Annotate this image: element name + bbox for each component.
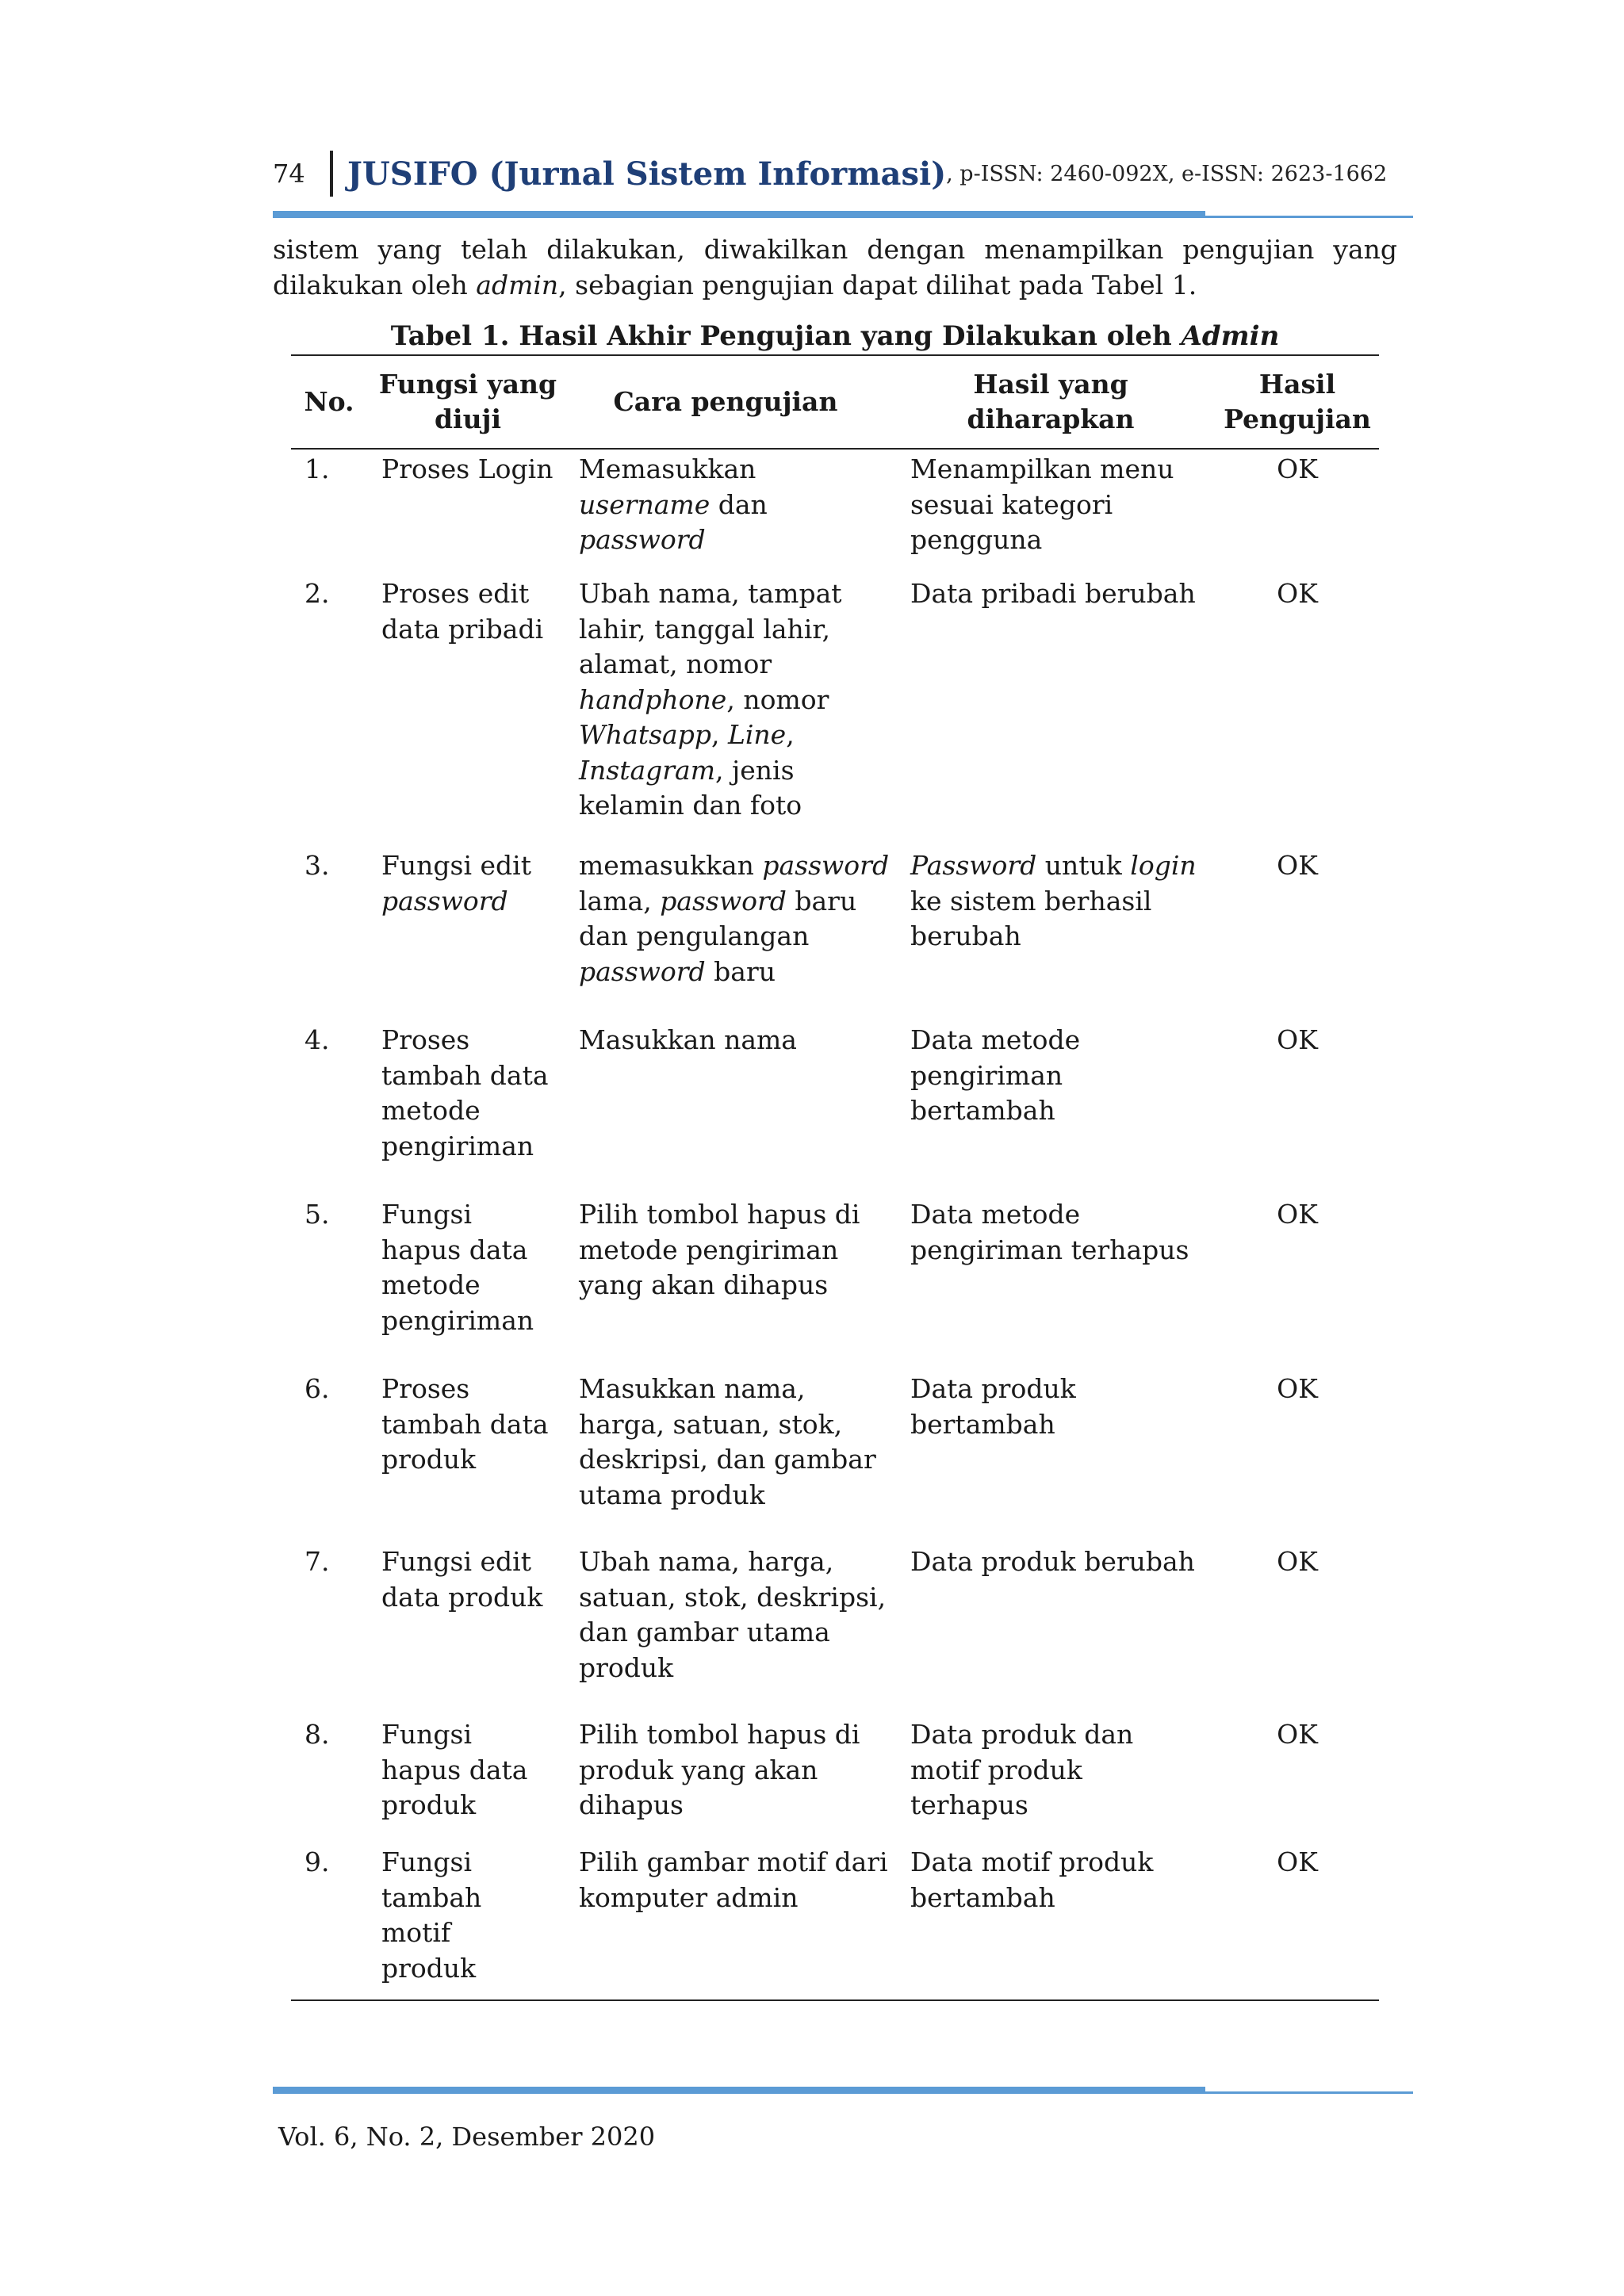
table-caption [273, 319, 1397, 354]
row-method: Pilih gambar motif dari komputer admin [579, 1846, 888, 1913]
header-expected-2: diharapkan [967, 404, 1135, 434]
row-method: Pilih tombol hapus di metode pengiriman yang akan dihapus [579, 1199, 860, 1300]
row-expected: Data produk dan motif produk terhapus [910, 1719, 1134, 1820]
row-function: Proses Login [381, 453, 553, 484]
journal-name: JUSIFO (Jurnal Sistem Informasi) [347, 155, 947, 193]
row-function: Fungsi edit data produk [381, 1546, 543, 1613]
row-expected: Data motif produk bertambah [910, 1846, 1154, 1913]
row-result: OK [1277, 1024, 1318, 1055]
row-function: Proses tambah data produk [381, 1373, 549, 1475]
header-function-1: Fungsi yang [378, 369, 557, 400]
row-method: Pilih tombol hapus di produk yang akan dihapus [579, 1719, 860, 1820]
row-function: Proses edit data pribadi [381, 578, 544, 645]
body-text-admin: admin [476, 270, 559, 300]
row-function: Fungsi hapus data produk [381, 1719, 528, 1820]
header-result-1: Hasil [1258, 369, 1336, 400]
row-number: 5. [304, 1199, 330, 1230]
row-expected: Password untuk login ke sistem berhasil berubah [910, 850, 1197, 951]
row-number: 9. [304, 1846, 330, 1877]
row-result: OK [1277, 1199, 1318, 1230]
row-result: OK [1277, 1373, 1318, 1404]
row-expected: Data metode pengiriman terhapus [910, 1199, 1189, 1265]
body-text-2: , sebagian pengujian dapat dilihat pada Tabel 1. [558, 270, 1197, 300]
footer-rule [273, 2087, 1205, 2094]
row-result: OK [1277, 453, 1318, 484]
header-result-2: Pengujian [1224, 404, 1371, 434]
row-number: 6. [304, 1373, 330, 1404]
header-rule-thin [1205, 216, 1413, 218]
row-result: OK [1277, 1846, 1318, 1877]
row-result: OK [1277, 850, 1318, 881]
footer-volume: Vol. 6, No. 2, Desember 2020 [278, 2122, 656, 2152]
table-bottom-rule [291, 1999, 1379, 2001]
row-method: Ubah nama, harga, satuan, stok, deskripsi, dan gambar utama produk [579, 1546, 887, 1683]
table-caption-italic: Admin [1181, 320, 1280, 352]
row-function: Fungsi hapus data metode pengiriman [381, 1199, 534, 1336]
header-divider [330, 151, 333, 197]
row-expected: Data pribadi berubah [910, 578, 1196, 609]
row-result: OK [1277, 578, 1318, 609]
header-rule [273, 211, 1205, 218]
row-method: Masukkan nama, harga, satuan, stok, deskripsi, dan gambar utama produk [579, 1373, 876, 1510]
row-function: Fungsi edit password [381, 850, 531, 916]
row-method: Masukkan nama [579, 1024, 797, 1055]
page-header [273, 149, 1387, 198]
table-caption-text: Tabel 1. Hasil Akhir Pengujian yang Dilakukan oleh [390, 320, 1182, 352]
row-number: 4. [304, 1024, 330, 1055]
row-method: memasukkan password lama, password baru dan pengulangan password baru [579, 850, 890, 987]
header-expected-1: Hasil yang [973, 369, 1128, 400]
header-method: Cara pengujian [613, 386, 838, 417]
row-function: Proses tambah data metode pengiriman [381, 1024, 549, 1161]
table-header-rule [291, 448, 1379, 450]
row-result: OK [1277, 1719, 1318, 1750]
body-paragraph [273, 232, 1397, 303]
table-top-rule [291, 354, 1379, 356]
row-method: Ubah nama, tampat lahir, tanggal lahir, alamat, nomor handphone, nomor Whatsapp, Line, Instagram, jenis kelamin dan foto [579, 578, 842, 821]
row-result: OK [1277, 1546, 1318, 1577]
row-number: 1. [304, 453, 330, 484]
page-number: 74 [273, 159, 305, 189]
row-number: 3. [304, 850, 330, 881]
row-expected: Data produk bertambah [910, 1373, 1076, 1440]
row-expected: Data metode pengiriman bertambah [910, 1024, 1081, 1126]
header-function-2: diuji [434, 404, 502, 434]
row-method: Memasukkan username dan password [579, 453, 768, 555]
header-no: No. [304, 386, 354, 417]
journal-issn: , p-ISSN: 2460-092X, e-ISSN: 2623-1662 [946, 161, 1388, 186]
row-expected: Data produk berubah [910, 1546, 1195, 1577]
row-number: 2. [304, 578, 330, 609]
body-text-1: sistem yang telah dilakukan, diwakilkan dengan menampilkan pengujian yang dilakukan oleh [273, 234, 1397, 300]
row-number: 7. [304, 1546, 330, 1577]
row-function: Fungsi tambah motif produk [381, 1846, 482, 1984]
footer-rule-thin [1205, 2091, 1413, 2094]
row-expected: Menampilkan menu sesuai kategori pengguna [910, 453, 1174, 555]
row-number: 8. [304, 1719, 330, 1750]
